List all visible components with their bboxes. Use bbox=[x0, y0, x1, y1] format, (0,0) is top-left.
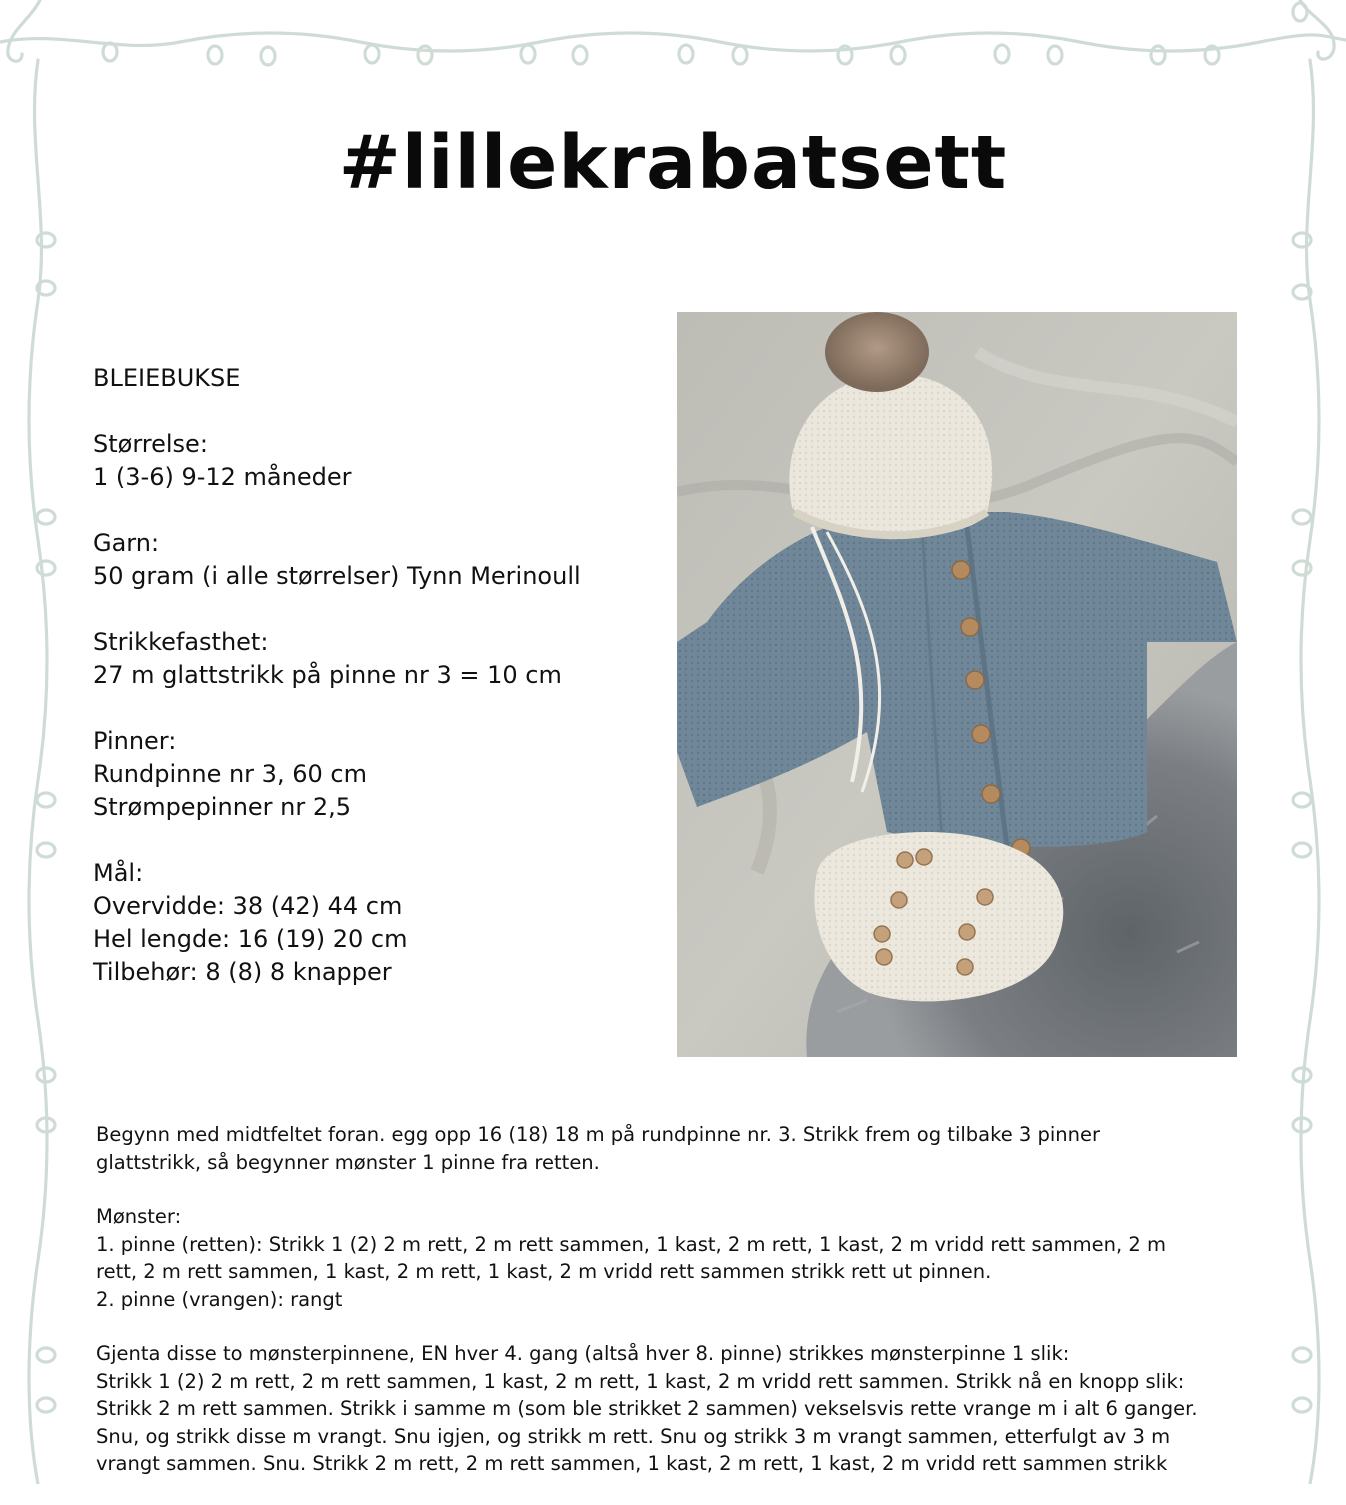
pattern-instructions bbox=[96, 1121, 1276, 1505]
spec-value: Strømpepinner nr 2,5 bbox=[93, 793, 352, 821]
spec-label: Mål: bbox=[93, 859, 144, 887]
text-line: vrangt sammen. Snu. Strikk 2 m rett, 2 m rett sammen, 1 kast, 2 m rett, 1 kast, 2 m vridd rett sammen strikk bbox=[96, 1452, 1168, 1475]
spec-label: Pinner: bbox=[93, 727, 177, 755]
spec-value: Hel lengde: 16 (19) 20 cm bbox=[93, 925, 408, 953]
text-line: Snu, og strikk disse m vrangt. Snu igjen, og strikk m rett. Snu og strikk 3 m vrangt sammen, etterfulgt av 3 m bbox=[96, 1424, 1171, 1448]
text-line: Strikk 2 m rett sammen. Strikk i samme m (som ble strikket 2 sammen) vekselsvis rette vrange m i alt 6 ganger. bbox=[96, 1397, 1198, 1420]
spec-value: Rundpinne nr 3, 60 cm bbox=[93, 760, 367, 788]
text-line: Gjenta disse to mønsterpinnene, EN hver 4. gang (altså hver 8. pinne) strikkes mønsterpinne 1 slik: bbox=[96, 1342, 1070, 1365]
spec-gauge bbox=[93, 626, 653, 692]
spec-label: Størrelse: bbox=[93, 430, 208, 458]
spec-label: Strikkefasthet: bbox=[93, 628, 269, 656]
pattern-paragraph bbox=[96, 1203, 1276, 1313]
repeat-paragraph bbox=[96, 1340, 1276, 1478]
section-heading: BLEIEBUKSE bbox=[93, 364, 241, 392]
text-line: 2. pinne (vrangen): rangt bbox=[96, 1287, 343, 1311]
spec-yarn bbox=[93, 527, 653, 593]
spec-label: Garn: bbox=[93, 529, 160, 557]
instruction-paragraph bbox=[96, 1121, 1276, 1176]
text-line: 1. pinne (retten): Strikk 1 (2) 2 m rett, 2 m rett sammen, 1 kast, 2 m rett, 1 kast, 2 m vridd rett sammen, 2 m bbox=[96, 1232, 1166, 1256]
text-line: Mønster: bbox=[96, 1205, 182, 1228]
spec-value: Overvidde: 38 (42) 44 cm bbox=[93, 892, 403, 920]
spec-value: 1 (3-6) 9-12 måneder bbox=[93, 463, 352, 491]
text-line: Strikk 1 (2) 2 m rett, 2 m rett sammen, 1 kast, 2 m rett, 1 kast, 2 m vridd rett sammen. Strikk nå en knopp slik: bbox=[96, 1369, 1185, 1393]
knitted-baby-set-photo bbox=[677, 312, 1237, 1057]
spec-needles bbox=[93, 725, 653, 824]
spec-measurements bbox=[93, 857, 653, 989]
page-title: #lillekrabatsett bbox=[338, 120, 1008, 206]
text-line: Begynn med midtfeltet foran. egg opp 16 (18) 18 m på rundpinne nr. 3. Strikk frem og tilbake 3 pinner bbox=[96, 1123, 1101, 1146]
text-line: glattstrikk, så begynner mønster 1 pinne fra retten. bbox=[96, 1150, 600, 1174]
spec-size bbox=[93, 428, 653, 494]
spec-value: Tilbehør: 8 (8) 8 knapper bbox=[93, 958, 392, 986]
spec-value: 50 gram (i alle størrelser) Tynn Merinoull bbox=[93, 562, 581, 590]
spec-value: 27 m glattstrikk på pinne nr 3 = 10 cm bbox=[93, 661, 562, 689]
text-line: rett, 2 m rett sammen, 1 kast, 2 m rett, 1 kast, 2 m vridd rett sammen strikk rett ut pinnen. bbox=[96, 1260, 992, 1283]
pattern-specs bbox=[93, 362, 653, 1022]
